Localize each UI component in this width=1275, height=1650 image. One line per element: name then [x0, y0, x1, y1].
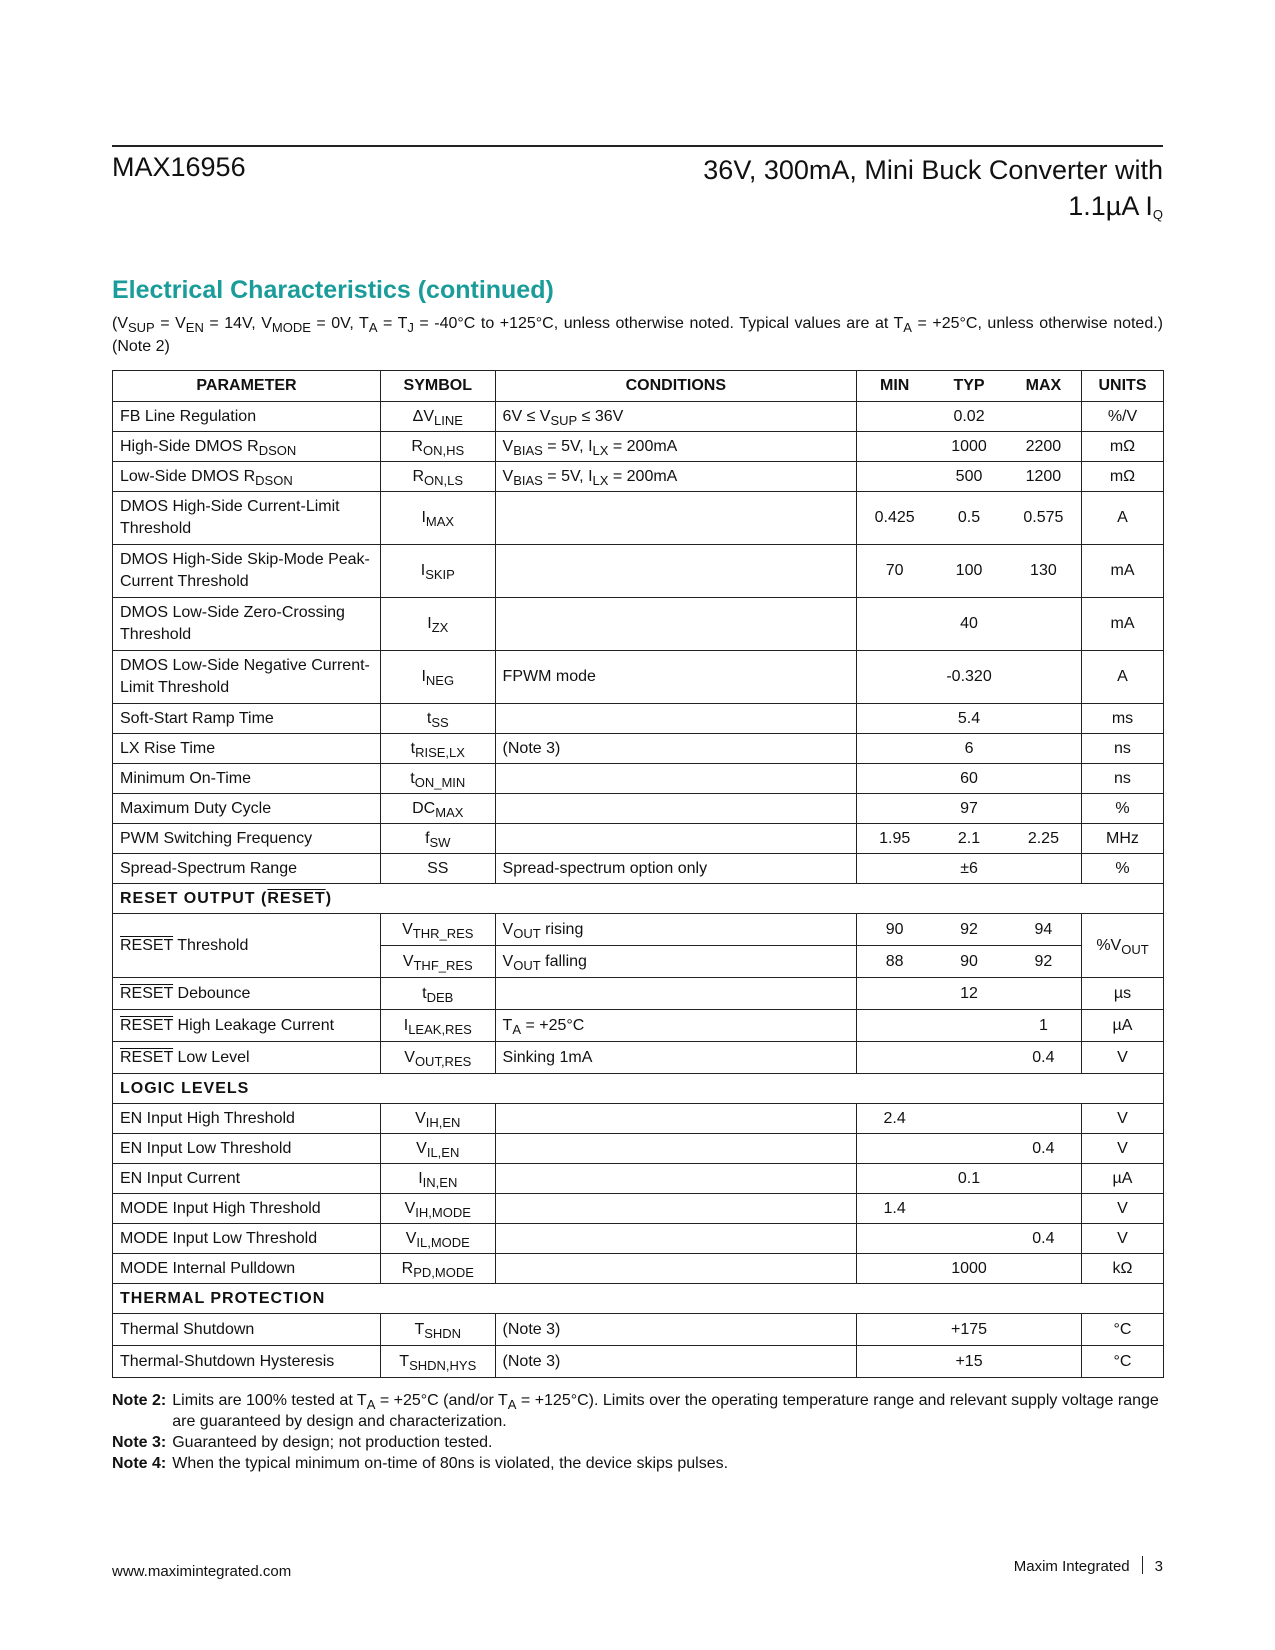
typ-cell — [932, 1104, 1006, 1134]
table-row — [113, 704, 1164, 734]
symbol-cell: $I_{MAX}$ — [381, 492, 496, 545]
parameter-cell: Low-Side DMOS $R_{DSON}$ — [113, 462, 381, 492]
symbol-cell: $R_{ON,HS}$ — [381, 432, 496, 462]
min-cell: 90 — [857, 914, 933, 946]
typ-cell: ±6 — [932, 854, 1006, 884]
symbol-cell: $I_{SKIP}$ — [381, 545, 496, 598]
table-row — [113, 1104, 1164, 1134]
typ-cell — [932, 1042, 1006, 1074]
note-text: When the typical minimum on-time of 80ns is violated, the device skips pulses. — [172, 1455, 729, 1472]
section-heading: THERMAL PROTECTION — [113, 1284, 1164, 1314]
note-2 — [112, 1390, 1163, 1432]
units-cell: °C — [1081, 1314, 1163, 1346]
section-row — [113, 1074, 1164, 1104]
typ-cell: 90 — [932, 946, 1006, 978]
table-row — [113, 402, 1164, 432]
max-cell — [1006, 1314, 1082, 1346]
max-cell: 130 — [1006, 545, 1082, 598]
units-cell: MHz — [1081, 824, 1163, 854]
units-cell: % — [1081, 854, 1163, 884]
typ-cell — [932, 1134, 1006, 1164]
table-row — [113, 492, 1164, 545]
symbol-cell: $V_{IH,EN}$ — [381, 1104, 496, 1134]
max-cell: 0.4 — [1006, 1224, 1082, 1254]
table-row — [113, 651, 1164, 704]
max-cell — [1006, 1194, 1082, 1224]
parameter-cell: MODE Internal Pulldown — [113, 1254, 381, 1284]
footer-divider — [1142, 1556, 1143, 1574]
symbol-cell: $R_{PD,MODE}$ — [381, 1254, 496, 1284]
conditions-cell: $V_{BIAS} = 5V$, $I_{LX} = 200mA$ — [495, 462, 857, 492]
parameter-cell: PWM Switching Frequency — [113, 824, 381, 854]
symbol-cell: $DC_{MAX}$ — [381, 794, 496, 824]
units-cell: mA — [1081, 545, 1163, 598]
max-cell — [1006, 794, 1082, 824]
units-cell: $\%V_{OUT}$ — [1081, 914, 1163, 978]
typ-cell: 0.02 — [932, 402, 1006, 432]
max-cell: 0.4 — [1006, 1134, 1082, 1164]
typ-cell: 40 — [932, 598, 1006, 651]
note-label: Note 2: — [112, 1392, 167, 1409]
min-cell — [857, 1164, 933, 1194]
conditions-cell: $V_{OUT}$ falling — [495, 946, 857, 978]
units-cell: mΩ — [1081, 432, 1163, 462]
symbol-cell: $V_{IL,EN}$ — [381, 1134, 496, 1164]
units-cell: V — [1081, 1134, 1163, 1164]
parameter-cell: DMOS Low-Side Negative Current-Limit Threshold — [113, 651, 381, 704]
units-cell: ns — [1081, 734, 1163, 764]
parameter-cell: Thermal-Shutdown Hysteresis — [113, 1346, 381, 1378]
symbol-cell: $V_{THF\_RES}$ — [381, 946, 496, 978]
parameter-cell: RESET Low Level — [113, 1042, 381, 1074]
typ-cell — [932, 1224, 1006, 1254]
parameter-cell: FB Line Regulation — [113, 402, 381, 432]
min-cell: 70 — [857, 545, 933, 598]
footer-right — [1014, 1556, 1163, 1575]
header-min: MIN — [857, 371, 933, 402]
max-cell — [1006, 1254, 1082, 1284]
min-cell — [857, 854, 933, 884]
min-cell: 0.425 — [857, 492, 933, 545]
symbol-cell: $f_{SW}$ — [381, 824, 496, 854]
conditions-cell — [495, 1254, 857, 1284]
symbol-cell: $t_{RISE,LX}$ — [381, 734, 496, 764]
max-cell: 0.575 — [1006, 492, 1082, 545]
parameter-cell: EN Input Current — [113, 1164, 381, 1194]
symbol-cell: $V_{OUT,RES}$ — [381, 1042, 496, 1074]
units-cell: mΩ — [1081, 462, 1163, 492]
conditions-cell: $6V \le V_{SUP} \le 36V$ — [495, 402, 857, 432]
units-cell: V — [1081, 1042, 1163, 1074]
max-cell: 2.25 — [1006, 824, 1082, 854]
parameter-cell: Maximum Duty Cycle — [113, 794, 381, 824]
conditions-cell: (Note 3) — [495, 1314, 857, 1346]
typ-cell: 97 — [932, 794, 1006, 824]
max-cell: 1200 — [1006, 462, 1082, 492]
min-cell — [857, 402, 933, 432]
typ-cell: 2.1 — [932, 824, 1006, 854]
title-line-2-sub: Q — [1152, 207, 1163, 222]
units-cell: A — [1081, 651, 1163, 704]
parameter-cell: LX Rise Time — [113, 734, 381, 764]
max-cell — [1006, 978, 1082, 1010]
typ-cell: 12 — [932, 978, 1006, 1010]
units-cell: V — [1081, 1104, 1163, 1134]
typ-cell — [932, 1010, 1006, 1042]
section-heading: LOGIC LEVELS — [113, 1074, 1164, 1104]
table-row — [113, 794, 1164, 824]
conditions-cell — [495, 1134, 857, 1164]
conditions-cell — [495, 545, 857, 598]
min-cell — [857, 432, 933, 462]
note-3 — [112, 1432, 1163, 1453]
min-cell — [857, 704, 933, 734]
conditions-cell — [495, 704, 857, 734]
conditions-cell — [495, 794, 857, 824]
section-heading: RESET OUTPUT (RESET) — [113, 884, 1164, 914]
conditions-cell: $T_A = +25^\circ C$ — [495, 1010, 857, 1042]
symbol-cell: $V_{IL,MODE}$ — [381, 1224, 496, 1254]
conditions-cell: Spread-spectrum option only — [495, 854, 857, 884]
table-row — [113, 764, 1164, 794]
units-cell: ns — [1081, 764, 1163, 794]
symbol-cell: $I_{IN,EN}$ — [381, 1164, 496, 1194]
table-row — [113, 545, 1164, 598]
parameter-cell: DMOS Low-Side Zero-Crossing Threshold — [113, 598, 381, 651]
conditions-cell — [495, 764, 857, 794]
note-text: Guaranteed by design; not production tested. — [172, 1434, 493, 1451]
table-row — [113, 978, 1164, 1010]
symbol-cell: $t_{ON\_MIN}$ — [381, 764, 496, 794]
table-row — [113, 1254, 1164, 1284]
part-number: MAX16956 — [112, 152, 246, 182]
units-cell: mA — [1081, 598, 1163, 651]
table-row — [113, 1314, 1164, 1346]
typ-cell: 92 — [932, 914, 1006, 946]
max-cell — [1006, 854, 1082, 884]
electrical-characteristics-table — [112, 370, 1164, 1378]
min-cell — [857, 1134, 933, 1164]
test-conditions: ($V_{SUP} = V_{EN} = 14V$, $V_{MODE} = 0V$, $T_A = T_J = -40^\circ C$ to +125°C, unless otherwise noted. Typical values are at $T_A = +25^\circ C$, unless otherwise noted.) (Note 2) — [112, 315, 1164, 355]
typ-cell: 1000 — [932, 1254, 1006, 1284]
max-cell — [1006, 764, 1082, 794]
units-cell: A — [1081, 492, 1163, 545]
conditions-cell — [495, 1104, 857, 1134]
min-cell — [857, 1224, 933, 1254]
parameter-cell: MODE Input Low Threshold — [113, 1224, 381, 1254]
table-row — [113, 1194, 1164, 1224]
parameter-cell: Spread-Spectrum Range — [113, 854, 381, 884]
section-title: Electrical Characteristics (continued) — [112, 276, 554, 304]
parameter-cell: High-Side DMOS $R_{DSON}$ — [113, 432, 381, 462]
parameter-cell: Minimum On-Time — [113, 764, 381, 794]
max-cell — [1006, 1164, 1082, 1194]
units-cell: V — [1081, 1224, 1163, 1254]
parameter-cell: EN Input Low Threshold — [113, 1134, 381, 1164]
parameter-cell: DMOS High-Side Skip-Mode Peak-Current Threshold — [113, 545, 381, 598]
table-row — [113, 854, 1164, 884]
symbol-cell: SS — [381, 854, 496, 884]
units-cell: µA — [1081, 1010, 1163, 1042]
max-cell — [1006, 1104, 1082, 1134]
max-cell: 1 — [1006, 1010, 1082, 1042]
units-cell: µs — [1081, 978, 1163, 1010]
symbol-cell: $T_{SHDN,HYS}$ — [381, 1346, 496, 1378]
symbol-cell: $R_{ON,LS}$ — [381, 462, 496, 492]
units-cell: %/V — [1081, 402, 1163, 432]
min-cell — [857, 978, 933, 1010]
typ-cell: -0.320 — [932, 651, 1006, 704]
max-cell: 0.4 — [1006, 1042, 1082, 1074]
symbol-cell: $V_{IH,MODE}$ — [381, 1194, 496, 1224]
table-row — [113, 914, 1164, 946]
min-cell: 1.4 — [857, 1194, 933, 1224]
typ-cell: 6 — [932, 734, 1006, 764]
title-line-2 — [703, 188, 1163, 224]
max-cell: 92 — [1006, 946, 1082, 978]
conditions-cell: (Note 3) — [495, 1346, 857, 1378]
conditions-cell — [495, 824, 857, 854]
units-cell: °C — [1081, 1346, 1163, 1378]
min-cell — [857, 598, 933, 651]
title-line-2-main: 1.1µA I — [1068, 191, 1153, 221]
conditions-cell: (Note 3) — [495, 734, 857, 764]
parameter-cell: RESET Debounce — [113, 978, 381, 1010]
units-cell: µA — [1081, 1164, 1163, 1194]
typ-cell: 0.1 — [932, 1164, 1006, 1194]
typ-cell: 100 — [932, 545, 1006, 598]
table-header-row — [113, 371, 1164, 402]
footer-website[interactable]: www.maximintegrated.com — [112, 1563, 292, 1580]
table-body — [113, 402, 1164, 1378]
typ-cell: +175 — [932, 1314, 1006, 1346]
conditions-cell: Sinking 1mA — [495, 1042, 857, 1074]
section-row — [113, 884, 1164, 914]
parameter-cell: EN Input High Threshold — [113, 1104, 381, 1134]
min-cell — [857, 1314, 933, 1346]
typ-cell: +15 — [932, 1346, 1006, 1378]
table-row — [113, 1134, 1164, 1164]
max-cell — [1006, 402, 1082, 432]
parameter-cell: Soft-Start Ramp Time — [113, 704, 381, 734]
symbol-cell: $I_{ZX}$ — [381, 598, 496, 651]
min-cell — [857, 1010, 933, 1042]
max-cell: 94 — [1006, 914, 1082, 946]
min-cell — [857, 651, 933, 704]
page-number: 3 — [1154, 1558, 1163, 1575]
symbol-cell: $t_{DEB}$ — [381, 978, 496, 1010]
symbol-cell: $t_{SS}$ — [381, 704, 496, 734]
conditions-cell — [495, 978, 857, 1010]
min-cell — [857, 1254, 933, 1284]
table-row — [113, 1010, 1164, 1042]
document-title — [703, 152, 1163, 224]
units-cell: kΩ — [1081, 1254, 1163, 1284]
table-row — [113, 824, 1164, 854]
parameter-cell: MODE Input High Threshold — [113, 1194, 381, 1224]
table-row — [113, 432, 1164, 462]
table-row — [113, 1346, 1164, 1378]
parameter-cell: Thermal Shutdown — [113, 1314, 381, 1346]
typ-cell: 60 — [932, 764, 1006, 794]
units-cell: V — [1081, 1194, 1163, 1224]
note-4 — [112, 1453, 1163, 1474]
conditions-cell — [495, 492, 857, 545]
parameter-cell: RESET High Leakage Current — [113, 1010, 381, 1042]
table-row — [113, 598, 1164, 651]
table-row — [113, 462, 1164, 492]
conditions-cell — [495, 1164, 857, 1194]
conditions-cell — [495, 1224, 857, 1254]
conditions-cell: $V_{BIAS} = 5V$, $I_{LX} = 200mA$ — [495, 432, 857, 462]
min-cell — [857, 462, 933, 492]
note-label: Note 3: — [112, 1434, 167, 1451]
symbol-cell: $V_{THR\_RES}$ — [381, 914, 496, 946]
header-symbol: SYMBOL — [381, 371, 496, 402]
max-cell — [1006, 1346, 1082, 1378]
note-label: Note 4: — [112, 1455, 167, 1472]
min-cell — [857, 1346, 933, 1378]
header-typ: TYP — [932, 371, 1006, 402]
header-units: UNITS — [1081, 371, 1163, 402]
title-line-1: 36V, 300mA, Mini Buck Converter with — [703, 155, 1163, 185]
min-cell: 88 — [857, 946, 933, 978]
min-cell — [857, 794, 933, 824]
section-row — [113, 1284, 1164, 1314]
note-text: Limits are 100% tested at $T_A = +25^\circ C$ (and/or $T_A = +125^\circ C$). Limits over the operating temperature range and relevant supply voltage range are guaranteed by design and characterization. — [172, 1392, 1159, 1430]
min-cell: 1.95 — [857, 824, 933, 854]
table-row — [113, 1042, 1164, 1074]
table-row — [113, 1224, 1164, 1254]
table-row — [113, 734, 1164, 764]
max-cell — [1006, 598, 1082, 651]
conditions-cell — [495, 1194, 857, 1224]
min-cell — [857, 734, 933, 764]
conditions-cell — [495, 598, 857, 651]
header-max: MAX — [1006, 371, 1082, 402]
header-conditions: CONDITIONS — [495, 371, 857, 402]
footer-company: Maxim Integrated — [1013, 1558, 1130, 1575]
conditions-cell: $V_{OUT}$ rising — [495, 914, 857, 946]
typ-cell: 0.5 — [932, 492, 1006, 545]
typ-cell: 1000 — [932, 432, 1006, 462]
typ-cell: 500 — [932, 462, 1006, 492]
symbol-cell: $I_{LEAK,RES}$ — [381, 1010, 496, 1042]
min-cell — [857, 764, 933, 794]
parameter-cell: RESET Threshold — [113, 914, 381, 978]
max-cell — [1006, 651, 1082, 704]
notes — [112, 1390, 1163, 1474]
max-cell — [1006, 734, 1082, 764]
typ-cell — [932, 1194, 1006, 1224]
table-row — [113, 1164, 1164, 1194]
symbol-cell: $T_{SHDN}$ — [381, 1314, 496, 1346]
max-cell: 2200 — [1006, 432, 1082, 462]
min-cell: 2.4 — [857, 1104, 933, 1134]
units-cell: ms — [1081, 704, 1163, 734]
typ-cell: 5.4 — [932, 704, 1006, 734]
symbol-cell: $I_{NEG}$ — [381, 651, 496, 704]
header-parameter: PARAMETER — [113, 371, 381, 402]
symbol-cell: $\Delta V_{LINE}$ — [381, 402, 496, 432]
header-rule — [112, 145, 1163, 147]
units-cell: % — [1081, 794, 1163, 824]
conditions-cell: FPWM mode — [495, 651, 857, 704]
max-cell — [1006, 704, 1082, 734]
parameter-cell: DMOS High-Side Current-Limit Threshold — [113, 492, 381, 545]
min-cell — [857, 1042, 933, 1074]
